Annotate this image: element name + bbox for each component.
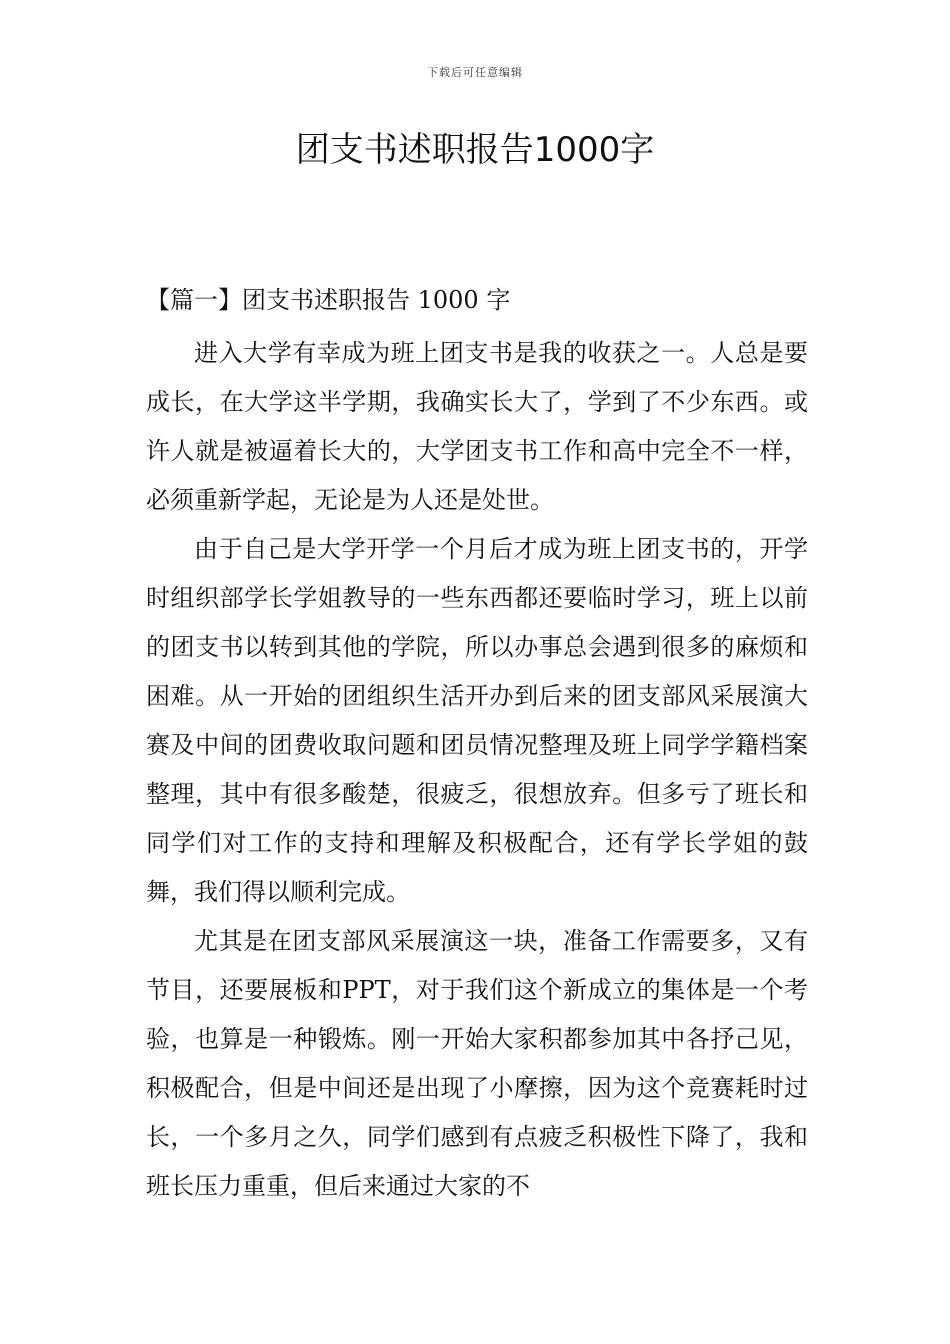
document-body <box>146 279 808 1211</box>
document-title: 团支书述职报告1000字 <box>295 130 655 170</box>
paragraph: 尤其是在团支部风采展演这一块，准备工作需要多，又有节目，还要展板和PPT，对于我们这个新成立的集体是一个考验，也算是一种锻炼。刚一开始大家积都参加其中各抒己见，积极配合，但是中间还是出现了小摩擦，因为这个竞赛耗时过长，一个多月之久，同学们感到有点疲乏积极性下降了，我和班长压力重重，但后来通过大家的不 <box>146 927 808 1200</box>
paragraph: 由于自己是大学开学一个月后才成为班上团支书的，开学时组织部学长学姐教导的一些东西都还要临时学习，班上以前的团支书以转到其他的学院，所以办事总会遇到很多的麻烦和困难。从一开始的团组织生活开办到后来的团支部风采展演大赛及中间的团费收取问题和团员情况整理及班上同学学籍档案整理，其中有很多酸楚，很疲乏，很想放弃。但多亏了班长和同学们对工作的支持和理解及积极配合，还有学长学姐的鼓舞，我们得以顺利完成。 <box>146 535 808 906</box>
paragraph: 进入大学有幸成为班上团支书是我的收获之一。人总是要成长，在大学这半学期，我确实长大了，学到了不少东西。或许人就是被逼着长大的，大学团支书工作和高中完全不一样，必须重新学起，无论是为人还是处世。 <box>146 339 808 514</box>
section-heading: 【篇一】团支书述职报告 1000 字 <box>146 286 511 314</box>
header-note: 下载后可任意编辑 <box>427 66 523 79</box>
